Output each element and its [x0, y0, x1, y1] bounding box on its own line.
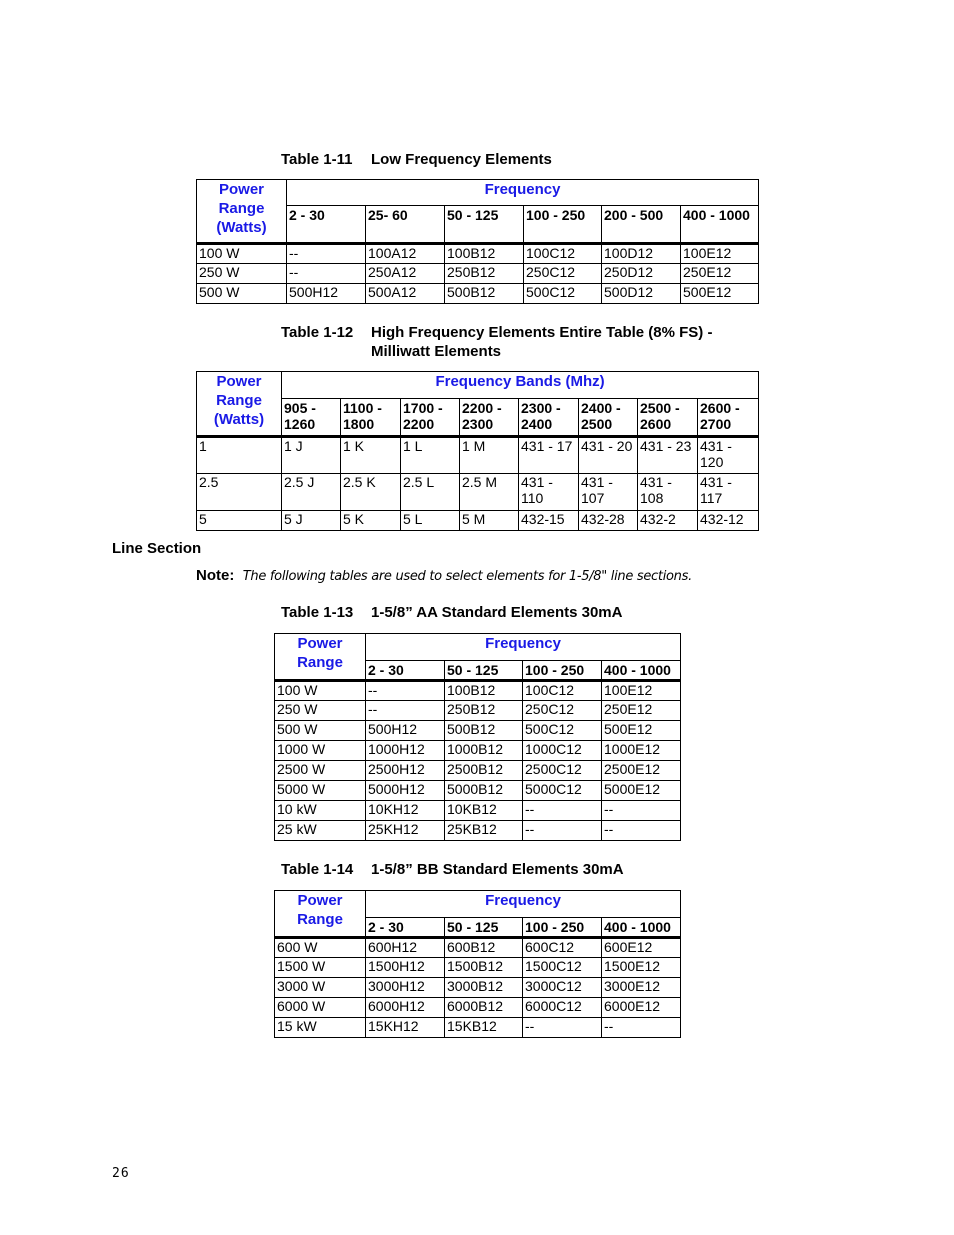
- table-cell: 1000B12: [445, 741, 523, 761]
- table-1-12: [196, 371, 759, 531]
- table-1-13: [274, 633, 681, 841]
- table-cell: 432-28: [579, 511, 638, 531]
- table-cell: --: [287, 244, 366, 264]
- table-row: [197, 264, 759, 284]
- table-cell: 431 - 117: [698, 474, 759, 511]
- table-cell: 1500E12: [602, 958, 681, 978]
- frequency-header: Frequency: [366, 891, 681, 918]
- table-cell: 25KB12: [445, 821, 523, 841]
- table-cell: 2500 W: [275, 761, 366, 781]
- frequency-bands-header: Frequency Bands (Mhz): [282, 372, 759, 399]
- table-cell: 3000 W: [275, 978, 366, 998]
- table-number: Table 1-13: [281, 604, 354, 621]
- table-cell: 431 - 107: [579, 474, 638, 511]
- table-cell: 5 L: [401, 511, 460, 531]
- table-cell: 2.5 M: [460, 474, 519, 511]
- table-cell: 2500B12: [445, 761, 523, 781]
- table-cell: 600B12: [445, 938, 523, 958]
- table-row: [197, 474, 759, 511]
- table-cell: 500B12: [445, 721, 523, 741]
- table-cell: 5 K: [341, 511, 401, 531]
- table-cell: 1000E12: [602, 741, 681, 761]
- column-header: 2400 - 2500: [579, 399, 638, 437]
- table-1-11: [196, 179, 759, 304]
- table-title-line2: Milliwatt Elements: [371, 343, 502, 360]
- column-header: 2500 - 2600: [638, 399, 698, 437]
- table-cell: 10KB12: [445, 801, 523, 821]
- power-range-header: Power Range (Watts): [197, 372, 282, 437]
- table-cell: 2500E12: [602, 761, 681, 781]
- power-range-header: Power Range: [275, 891, 366, 938]
- table-cell: --: [366, 701, 445, 721]
- page-number: 26: [112, 1166, 130, 1181]
- table-cell: 15KH12: [366, 1018, 445, 1038]
- column-header: 2200 - 2300: [460, 399, 519, 437]
- table-cell: 5: [197, 511, 282, 531]
- table-cell: 10KH12: [366, 801, 445, 821]
- table-caption: [281, 603, 781, 623]
- table-cell: 6000E12: [602, 998, 681, 1018]
- table-caption: [281, 323, 801, 363]
- column-header: 2 - 30: [366, 661, 445, 681]
- table-cell: 1500C12: [523, 958, 602, 978]
- table-cell: 431 - 110: [519, 474, 579, 511]
- table-cell: 1500 W: [275, 958, 366, 978]
- table-cell: 6000B12: [445, 998, 523, 1018]
- table-cell: 250A12: [366, 264, 445, 284]
- frequency-header: Frequency: [366, 634, 681, 661]
- table-cell: 3000B12: [445, 978, 523, 998]
- table-cell: 5000B12: [445, 781, 523, 801]
- table-cell: 500H12: [366, 721, 445, 741]
- table-cell: 6000H12: [366, 998, 445, 1018]
- note-text: The following tables are used to select elements for 1-5/8" line sections.: [242, 569, 692, 584]
- table-cell: --: [602, 1018, 681, 1038]
- table-cell: 5000 W: [275, 781, 366, 801]
- table-cell: --: [523, 801, 602, 821]
- table-row: [197, 437, 759, 474]
- table-cell: 5 M: [460, 511, 519, 531]
- table-cell: 100C12: [523, 681, 602, 701]
- table-cell: 2.5 L: [401, 474, 460, 511]
- column-header: 100 - 250: [523, 918, 602, 938]
- table-cell: 431 - 17: [519, 437, 579, 474]
- table-cell: 500C12: [523, 721, 602, 741]
- column-header: 2300 - 2400: [519, 399, 579, 437]
- table-cell: 250C12: [524, 264, 602, 284]
- column-header: 100 - 250: [523, 661, 602, 681]
- table-cell: 600H12: [366, 938, 445, 958]
- table-row: [197, 511, 759, 531]
- table-cell: 25 kW: [275, 821, 366, 841]
- table-cell: 1 M: [460, 437, 519, 474]
- table-cell: 3000E12: [602, 978, 681, 998]
- table-cell: 600C12: [523, 938, 602, 958]
- table-row: [275, 761, 681, 781]
- column-header: 2 - 30: [366, 918, 445, 938]
- table-cell: 500E12: [602, 721, 681, 741]
- table-cell: 6000 W: [275, 998, 366, 1018]
- table-cell: --: [602, 821, 681, 841]
- table-cell: 1 K: [341, 437, 401, 474]
- table-row: [275, 701, 681, 721]
- table-cell: 5000E12: [602, 781, 681, 801]
- table-cell: 2.5: [197, 474, 282, 511]
- table-cell: 100D12: [602, 244, 681, 264]
- table-cell: 100B12: [445, 244, 524, 264]
- table-row: [275, 741, 681, 761]
- table-cell: 500A12: [366, 284, 445, 304]
- column-header: 400 - 1000: [602, 661, 681, 681]
- table-1-14: [274, 890, 681, 1038]
- table-cell: --: [602, 801, 681, 821]
- table-cell: 500 W: [275, 721, 366, 741]
- table-row: [275, 998, 681, 1018]
- table-cell: 500E12: [681, 284, 759, 304]
- table-cell: 500H12: [287, 284, 366, 304]
- table-cell: 100E12: [602, 681, 681, 701]
- table-cell: 250C12: [523, 701, 602, 721]
- table-row: [275, 721, 681, 741]
- column-header: 200 - 500: [602, 206, 681, 244]
- table-cell: 250E12: [602, 701, 681, 721]
- column-header: 1700 - 2200: [401, 399, 460, 437]
- table-cell: 15 kW: [275, 1018, 366, 1038]
- table-cell: 500C12: [524, 284, 602, 304]
- table-row: [275, 978, 681, 998]
- table-row: [197, 244, 759, 264]
- table-cell: 250B12: [445, 264, 524, 284]
- table-cell: 250B12: [445, 701, 523, 721]
- table-number: Table 1-12: [281, 324, 354, 341]
- table-cell: 1 J: [282, 437, 341, 474]
- table-row: [275, 821, 681, 841]
- table-cell: 100E12: [681, 244, 759, 264]
- table-cell: 25KH12: [366, 821, 445, 841]
- table-cell: 5 J: [282, 511, 341, 531]
- power-range-header: Power Range (Watts): [197, 180, 287, 244]
- table-cell: 431 - 20: [579, 437, 638, 474]
- table-cell: --: [287, 264, 366, 284]
- table-cell: 1000C12: [523, 741, 602, 761]
- table-cell: 600 W: [275, 938, 366, 958]
- table-cell: 5000H12: [366, 781, 445, 801]
- table-cell: 432-12: [698, 511, 759, 531]
- table-cell: 500D12: [602, 284, 681, 304]
- table-cell: 2500C12: [523, 761, 602, 781]
- table-cell: 15KB12: [445, 1018, 523, 1038]
- table-number: Table 1-14: [281, 861, 354, 878]
- column-header: 400 - 1000: [602, 918, 681, 938]
- table-cell: 431 - 23: [638, 437, 698, 474]
- table-title: Low Frequency Elements: [371, 151, 552, 168]
- table-cell: 100 W: [275, 681, 366, 701]
- column-header: 50 - 125: [445, 661, 523, 681]
- column-header: 2 - 30: [287, 206, 366, 244]
- table-cell: --: [523, 821, 602, 841]
- table-row: [197, 284, 759, 304]
- table-cell: 2500H12: [366, 761, 445, 781]
- column-header: 905 - 1260: [282, 399, 341, 437]
- table-row: [275, 781, 681, 801]
- table-cell: 432-2: [638, 511, 698, 531]
- table-cell: 250 W: [197, 264, 287, 284]
- table-row: [275, 1018, 681, 1038]
- table-cell: 1 L: [401, 437, 460, 474]
- column-header: 50 - 125: [445, 206, 524, 244]
- table-cell: 432-15: [519, 511, 579, 531]
- table-number: Table 1-11: [281, 151, 353, 168]
- column-header: 50 - 125: [445, 918, 523, 938]
- column-header: 25- 60: [366, 206, 445, 244]
- table-cell: 1500B12: [445, 958, 523, 978]
- table-title: 1-5/8” AA Standard Elements 30mA: [371, 604, 623, 621]
- section-heading: Line Section: [112, 540, 202, 557]
- table-cell: 600E12: [602, 938, 681, 958]
- table-row: [275, 801, 681, 821]
- table-cell: 1500H12: [366, 958, 445, 978]
- table-cell: 10 kW: [275, 801, 366, 821]
- table-cell: --: [366, 681, 445, 701]
- table-title: 1-5/8” BB Standard Elements 30mA: [371, 861, 624, 878]
- table-cell: 250E12: [681, 264, 759, 284]
- table-cell: 2.5 J: [282, 474, 341, 511]
- table-cell: 3000H12: [366, 978, 445, 998]
- table-title: High Frequency Elements Entire Table (8% FS) -: [371, 324, 713, 341]
- table-cell: 100A12: [366, 244, 445, 264]
- table-caption: [281, 150, 781, 170]
- table-cell: --: [523, 1018, 602, 1038]
- table-cell: 3000C12: [523, 978, 602, 998]
- power-range-header: Power Range: [275, 634, 366, 681]
- column-header: 2600 - 2700: [698, 399, 759, 437]
- table-cell: 500B12: [445, 284, 524, 304]
- table-cell: 2.5 K: [341, 474, 401, 511]
- table-cell: 250D12: [602, 264, 681, 284]
- column-header: 400 - 1000: [681, 206, 759, 244]
- note-label: Note:: [196, 567, 235, 584]
- table-cell: 500 W: [197, 284, 287, 304]
- table-cell: 1000 W: [275, 741, 366, 761]
- table-cell: 5000C12: [523, 781, 602, 801]
- frequency-header: Frequency: [287, 180, 759, 206]
- table-cell: 250 W: [275, 701, 366, 721]
- table-row: [275, 681, 681, 701]
- table-row: [275, 958, 681, 978]
- table-cell: 431 - 108: [638, 474, 698, 511]
- column-header: 1100 - 1800: [341, 399, 401, 437]
- table-cell: 1: [197, 437, 282, 474]
- table-cell: 100B12: [445, 681, 523, 701]
- table-cell: 100C12: [524, 244, 602, 264]
- note: [196, 567, 692, 585]
- table-cell: 431 - 120: [698, 437, 759, 474]
- table-row: [275, 938, 681, 958]
- table-cell: 1000H12: [366, 741, 445, 761]
- table-cell: 6000C12: [523, 998, 602, 1018]
- column-header: 100 - 250: [524, 206, 602, 244]
- table-caption: [281, 860, 781, 880]
- table-cell: 100 W: [197, 244, 287, 264]
